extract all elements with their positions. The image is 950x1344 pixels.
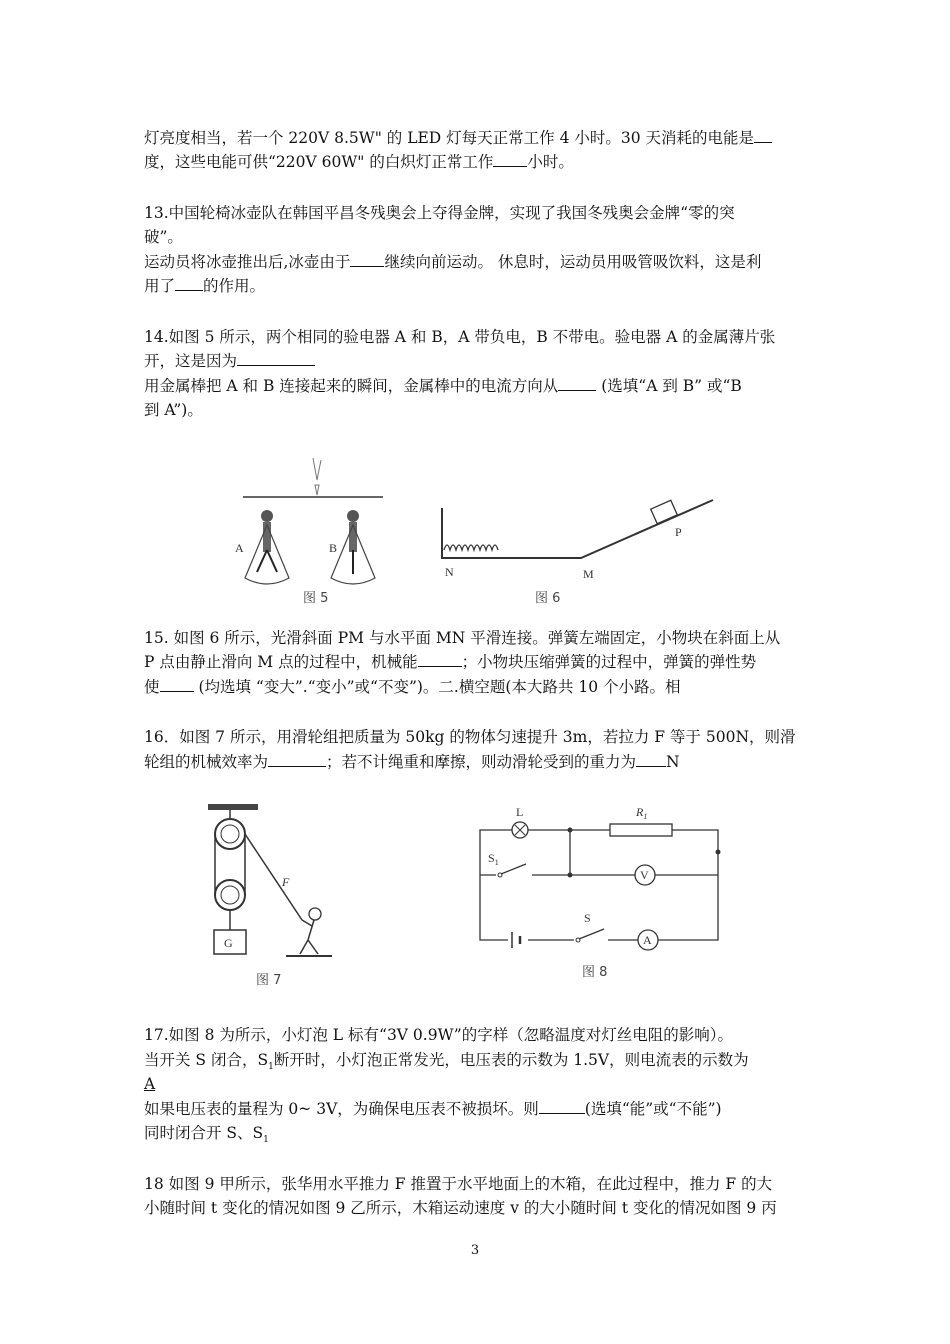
- label-s1: S: [488, 851, 495, 865]
- q17-line-5: 同时闭合开 S、$S_1$: [144, 1124, 269, 1146]
- figure-7-8: [190, 790, 750, 990]
- answer-blank[interactable]: [558, 376, 596, 391]
- person-figure: [309, 908, 321, 920]
- figure-5-caption: 图 5: [303, 591, 329, 606]
- ceiling-beam: [208, 804, 258, 810]
- q13-line-4: 用了 的作用。: [144, 277, 266, 295]
- q17-line-4: 如果电压表的量程为 0~ 3V，为确保电压表不被损坏。则 (选填“能”或“不能”): [144, 1100, 722, 1118]
- label-f: F: [282, 875, 290, 889]
- answer-blank[interactable]: [418, 652, 462, 667]
- rope: [245, 834, 302, 920]
- q14-line-2: 开，这是因为: [144, 349, 814, 373]
- label-r: R: [636, 805, 644, 819]
- electroscope-b: [331, 510, 375, 584]
- figure-7-pulley: [208, 804, 332, 988]
- answer-blank[interactable]: [160, 677, 194, 692]
- figure-8-circuit: [480, 805, 721, 980]
- q13-line-1: 13.中国轮椅冰壶队在韩国平昌冬残奥会上夺得金牌，实现了我国冬残奥会金牌“零的突: [144, 204, 735, 222]
- q12-line-2: 度，这些电能可供“220V 60W" 的白炽灯正常工作 小时。: [144, 153, 574, 171]
- figure-6-incline: [442, 500, 713, 606]
- svg-text:S1: [488, 851, 499, 867]
- fixed-pulley: [215, 819, 245, 849]
- figure-6-caption: 图 6: [535, 591, 561, 606]
- q14-line-4: 到 A”)。: [144, 401, 203, 419]
- label-ammeter: A: [643, 933, 652, 947]
- q15-line-1: 15. 如图 6 所示，光滑斜面 PM 与水平面 MN 平滑连接。弹簧左端固定，小物块在斜面上从: [144, 629, 781, 647]
- page-number: 3: [470, 1243, 480, 1258]
- track-surface: [442, 500, 713, 558]
- q12-line-1: 灯亮度相当，若一个 220V 8.5W" 的 LED 灯每天正常工作 4 小时。30 天消耗的电能是: [144, 126, 814, 150]
- q15-line-2: P 点由静止滑向 M 点的过程中，机械能 ；小物块压缩弹簧的过程中，弹簧的弹性势: [144, 653, 757, 671]
- figure-5-6: [225, 450, 725, 610]
- answer-blank[interactable]: [268, 752, 326, 767]
- label-s1-sub: 1: [494, 858, 499, 867]
- q14-line-3: 用金属棒把 A 和 B 连接起来的瞬间，金属棒中的电流方向从 (选填“A 到 B” 或“B: [144, 377, 742, 395]
- label-m: M: [583, 567, 594, 581]
- label-a: A: [235, 541, 244, 555]
- label-r-sub: 1: [643, 812, 648, 821]
- svg-text:R1: [635, 805, 647, 821]
- label-s: S: [584, 911, 591, 925]
- flame-icon: [313, 458, 321, 495]
- circuit-outline: [480, 830, 718, 940]
- q14-line-1: 14.如图 5 所示，两个相同的验电器 A 和 B，A 带负电，B 不带电。验电器 A 的金属薄片张: [144, 328, 776, 346]
- label-l: L: [516, 805, 524, 819]
- q13-line-2: 破”。: [144, 228, 183, 246]
- label-p: P: [675, 525, 682, 539]
- electroscope-a: [245, 510, 289, 584]
- answer-blank[interactable]: [539, 1099, 585, 1114]
- q17-line-1: 17.如图 8 为所示，小灯泡 L 标有“3V 0.9W”的字样（忽略温度对灯丝电阻的影响）。: [144, 1026, 733, 1044]
- q17-line-2: 当开关 S 闭合，$S_1$断开时，小灯泡正常发光，电压表的示数为 1.5V，则电流表的示数为: [144, 1051, 749, 1073]
- label-b: B: [329, 541, 338, 555]
- answer-blank[interactable]: [493, 152, 527, 167]
- block: [651, 500, 678, 524]
- spring: [444, 545, 498, 550]
- answer-blank[interactable]: [754, 128, 772, 143]
- answer-blank[interactable]: [237, 351, 315, 366]
- figure-8-caption: 图 8: [582, 965, 608, 980]
- answer-blank[interactable]: [350, 252, 384, 267]
- movable-pulley: [215, 880, 245, 910]
- q16-line-1: 16．如图 7 所示，用滑轮组把质量为 50kg 的物体匀速提升 3m，若拉力 F 等于 500N，则滑: [144, 728, 796, 746]
- q18-line-1: 18 如图 9 甲所示，张华用水平推力 F 推置于水平地面上的木箱，在此过程中，推力 F 的大: [144, 1175, 773, 1193]
- label-g: G: [224, 936, 233, 950]
- answer-blank[interactable]: [175, 276, 203, 291]
- label-v: V: [640, 868, 649, 882]
- q17-line-3: A: [144, 1075, 156, 1093]
- figure-7-caption: 图 7: [256, 973, 282, 988]
- resistor: [610, 824, 672, 836]
- q16-line-2: 轮组的机械效率为 ；若不计绳重和摩擦，则动滑轮受到的重力为 N: [144, 753, 680, 771]
- label-n: N: [445, 565, 454, 579]
- q13-line-3: 运动员将冰壶推出后,冰壶由于 继续向前运动。 休息时，运动员用吸管吸饮料，这是利: [144, 253, 762, 271]
- q18-line-2: 小随时间 t 变化的情况如图 9 乙所示，木箱运动速度 v 的大小随时间 t 变化的情况如图 9 丙: [144, 1199, 777, 1217]
- answer-blank[interactable]: [636, 752, 666, 767]
- q15-line-3: 使 (均选填 “变大”.“变小”或“不变”)。二.横空题(本大路共 10 个小路。相: [144, 678, 681, 696]
- figure-5-electroscopes: [235, 458, 383, 606]
